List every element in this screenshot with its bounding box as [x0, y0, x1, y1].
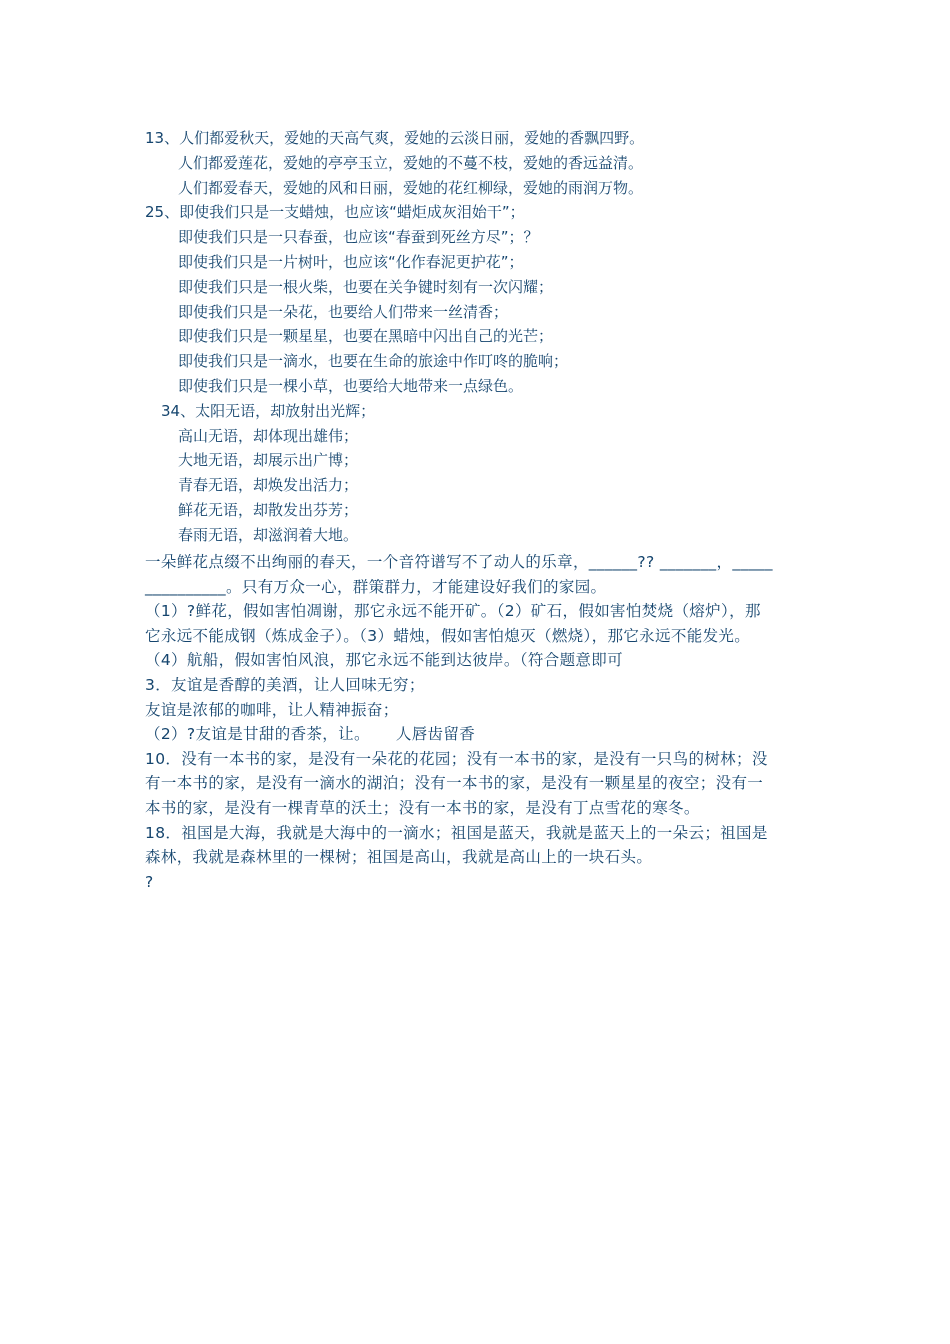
verse-line: 青春无语，却焕发出活力；: [178, 476, 359, 495]
verse-line: 即使我们只是一棵小草，也要给大地带来一点绿色。: [178, 376, 524, 395]
answer-section: [145, 550, 815, 894]
answer-line: 3．友谊是香醇的美酒，让人回味无穷；: [145, 675, 425, 694]
verse-line: 即使我们只是一颗星星，也要在黑暗中闪出自己的光芒；: [178, 327, 554, 346]
answer-line: 10．没有一本书的家，是没有一朵花的花园；没有一本书的家，是没有一只鸟的树林；没: [145, 749, 768, 768]
answer-line-split: [145, 722, 815, 747]
verse-line: 即使我们只是一朵花，也要给人们带来一丝清香；: [178, 302, 509, 321]
answer-line: 友谊是浓郁的咖啡，让人精神振奋；: [145, 700, 399, 719]
answer-line: 森林，我就是森林里的一棵树；祖国是高山，我就是高山上的一块石头。: [145, 848, 653, 867]
answer-line: __________。只有万众一心，群策群力，才能建设好我们的家园。: [145, 577, 607, 596]
verse-line: 鲜花无语，却散发出芬芳；: [178, 500, 359, 519]
verse-line: 人们都爱春天，爱她的风和日丽，爱她的花红柳绿，爱她的雨润万物。: [178, 178, 644, 197]
verse-line: 13、人们都爱秋天，爱她的天高气爽，爱她的云淡日丽，爱她的香飘四野。: [145, 129, 645, 147]
answer-line-right: 人唇齿留香: [395, 725, 476, 744]
answer-line: 它永远不能成钢（炼成金子）。（3）蜡烛，假如害怕熄灭（燃烧），那它永远不能发光。: [145, 626, 751, 645]
verse-line: 春雨无语，却滋润着大地。: [178, 525, 359, 544]
answer-line: （4）航船，假如害怕风浪，那它永远不能到达彼岸。（符合题意即可: [145, 651, 623, 670]
answer-line: 本书的家，是没有一棵青草的沃土；没有一本书的家，是没有丁点雪花的寒冬。: [145, 798, 700, 817]
verse-line: 即使我们只是一根火柴，也要在关争键时刻有一次闪耀；: [178, 277, 554, 296]
verse-line: 大地无语，却展示出广博；: [178, 451, 359, 470]
verse-section: [145, 126, 845, 548]
verse-line: 即使我们只是一滴水，也要在生命的旅途中作叮咚的脆响；: [178, 352, 569, 371]
verse-line: 34、太阳无语，却放射出光辉；: [161, 401, 376, 420]
verse-line: 人们都爱莲花，爱她的亭亭玉立，爱她的不蔓不枝，爱她的香远益清。: [178, 153, 644, 172]
verse-line: 即使我们只是一只春蚕，也应该“春蚕到死丝方尽”；？: [178, 228, 539, 247]
verse-line: 高山无语，却体现出雄伟；: [178, 426, 359, 445]
verse-line: 25、即使我们只是一支蜡烛，也应该“蜡炬成灰泪始干”；: [145, 203, 525, 222]
answer-line-left: （2）?友谊是甘甜的香茶，让。: [145, 725, 370, 744]
answer-line: 18．祖国是大海，我就是大海中的一滴水；祖国是蓝天，我就是蓝天上的一朵云；祖国是: [145, 823, 768, 842]
answer-line: 一朵鲜花点缀不出绚丽的春天，一个音符谱写不了动人的乐章，______?? _______，_____: [145, 553, 773, 571]
verse-line: 即使我们只是一片树叶，也应该“化作春泥更护花”；: [178, 252, 524, 271]
answer-line: 有一本书的家，是没有一滴水的湖泊；没有一本书的家，是没有一颗星星的夜空；没有一: [145, 774, 764, 793]
answer-line: ?: [145, 872, 154, 891]
answer-line: （1）?鲜花，假如害怕凋谢，那它永远不能开矿。（2）矿石，假如害怕焚烧（熔炉），那: [145, 602, 761, 621]
